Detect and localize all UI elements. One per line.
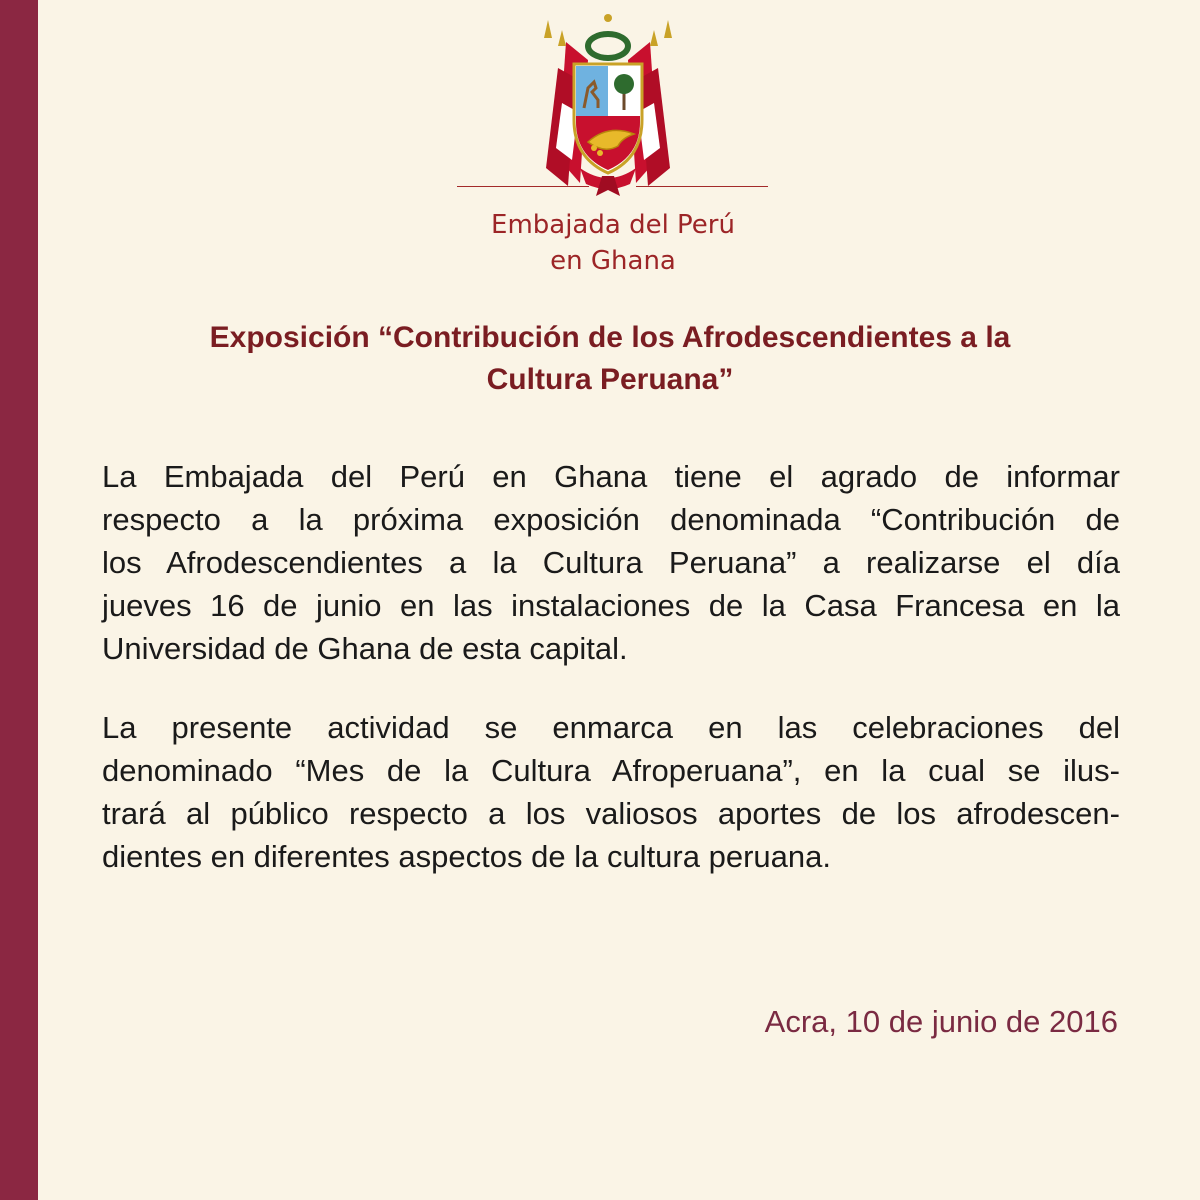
page-title-line1: Exposición “Contribución de los Afrodescendientes a la <box>209 321 1011 354</box>
side-bar <box>0 0 38 1200</box>
paragraph-line: trará al público respecto a los valiosos aportes de los afrodescen- <box>102 796 1120 831</box>
paragraph-line: La Embajada del Perú en Ghana tiene el agrado de informar <box>102 459 1120 494</box>
paragraph-line: jueves 16 de junio en las instalaciones de la Casa Francesa en la <box>102 588 1120 623</box>
paragraph-line: respecto a la próxima exposición denominada “Contribución de <box>102 502 1120 537</box>
date-line: Acra, 10 de junio de 2016 <box>764 1004 1118 1039</box>
page-title-line2: Cultura Peruana” <box>486 363 734 396</box>
peru-coat-of-arms-icon <box>518 8 698 198</box>
paragraph-2 <box>102 706 1120 878</box>
divider-right <box>636 186 768 187</box>
paragraph-line: Universidad de Ghana de esta capital. <box>102 631 628 666</box>
paragraph-line: los Afrodescendientes a la Cultura Peruana” a realizarse el día <box>102 545 1120 580</box>
paragraph-line: denominado “Mes de la Cultura Afroperuana”, en la cual se ilus- <box>102 753 1120 788</box>
divider-left <box>457 186 589 187</box>
paragraph-line: dientes en diferentes aspectos de la cultura peruana. <box>102 839 831 874</box>
embassy-name-line1: Embajada del Perú <box>491 210 735 240</box>
embassy-name-line2: en Ghana <box>550 246 676 276</box>
paragraph-line: La presente actividad se enmarca en las celebraciones del <box>102 710 1120 745</box>
paragraph-1 <box>102 455 1120 670</box>
